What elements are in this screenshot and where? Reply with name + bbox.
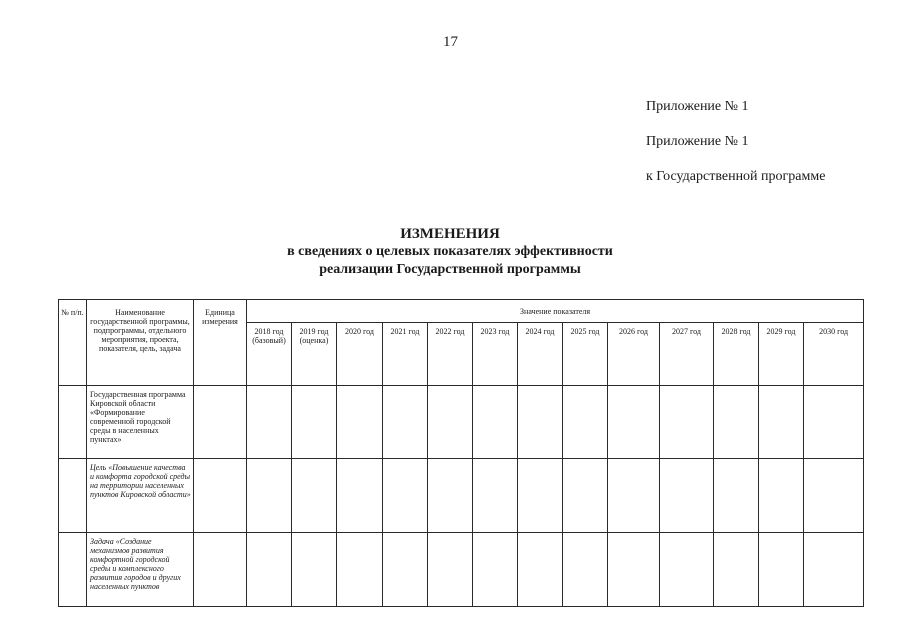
value-cell — [428, 533, 473, 607]
value-cell — [660, 386, 714, 459]
value-cell — [714, 459, 759, 533]
header-year: 2022 год — [428, 323, 473, 386]
value-cell — [247, 533, 292, 607]
value-cell — [473, 459, 518, 533]
table-row — [59, 459, 864, 533]
header-year: 2019 год (оценка) — [292, 323, 337, 386]
row-number — [59, 459, 87, 533]
value-cell — [428, 386, 473, 459]
header-year: 2020 год — [337, 323, 383, 386]
value-cell — [383, 386, 428, 459]
value-cell — [563, 459, 608, 533]
header-year: 2018 год (базовый) — [247, 323, 292, 386]
header-year: 2027 год — [660, 323, 714, 386]
value-cell — [759, 459, 804, 533]
title-subheading: в сведениях о целевых показателях эффективности — [287, 244, 613, 259]
value-cell — [660, 533, 714, 607]
value-cell — [518, 533, 563, 607]
value-cell — [608, 459, 660, 533]
title-subheading: реализации Государственной программы — [319, 262, 581, 277]
value-cell — [337, 533, 383, 607]
value-cell — [337, 386, 383, 459]
value-cell — [563, 533, 608, 607]
value-cell — [608, 533, 660, 607]
value-cell — [247, 459, 292, 533]
header-values: Значение показателя — [247, 300, 864, 323]
value-cell — [292, 459, 337, 533]
value-cell — [428, 459, 473, 533]
appendix-program-label: к Государственной программе — [646, 169, 826, 184]
value-cell — [563, 386, 608, 459]
header-year: 2030 год — [804, 323, 864, 386]
row-number — [59, 386, 87, 459]
header-year: 2023 год — [473, 323, 518, 386]
value-cell — [714, 386, 759, 459]
appendix-label: Приложение № 1 — [646, 99, 749, 114]
value-cell — [247, 386, 292, 459]
row-number — [59, 533, 87, 607]
value-cell — [608, 386, 660, 459]
header-year: 2029 год — [759, 323, 804, 386]
page-number: 17 — [443, 34, 458, 50]
value-cell — [473, 386, 518, 459]
value-cell — [473, 533, 518, 607]
value-cell — [804, 533, 864, 607]
header-year: 2025 год — [563, 323, 608, 386]
row-unit — [194, 386, 247, 459]
value-cell — [804, 386, 864, 459]
value-cell — [518, 459, 563, 533]
table-row — [59, 533, 864, 607]
header-unit: Единица измерения — [194, 300, 247, 386]
value-cell — [804, 459, 864, 533]
row-name: Государственная программа Кировской области «Формирование современной городской среды в населенных пунктах» — [87, 386, 194, 459]
indicators-table — [58, 299, 864, 607]
value-cell — [660, 459, 714, 533]
header-year: 2024 год — [518, 323, 563, 386]
header-year: 2026 год — [608, 323, 660, 386]
header-number: № п/п. — [59, 300, 87, 386]
header-year: 2028 год — [714, 323, 759, 386]
value-cell — [518, 386, 563, 459]
value-cell — [337, 459, 383, 533]
value-cell — [383, 459, 428, 533]
value-cell — [759, 533, 804, 607]
value-cell — [292, 386, 337, 459]
document-title — [200, 225, 700, 279]
header-year: 2021 год — [383, 323, 428, 386]
row-name: Задача «Создание механизмов развития комфортной городской среды и комплексного развития городов и других населенных пунктов — [87, 533, 194, 607]
header-name: Наименование государственной программы, подпрограммы, отдельного мероприятия, проекта, показателя, цель, задача — [87, 300, 194, 386]
value-cell — [714, 533, 759, 607]
title-heading: ИЗМЕНЕНИЯ — [400, 226, 500, 242]
row-unit — [194, 533, 247, 607]
table-row — [59, 386, 864, 459]
value-cell — [292, 533, 337, 607]
value-cell — [759, 386, 804, 459]
row-name: Цель «Повышение качества и комфорта городской среды на территории населенных пунктов Кировской области» — [87, 459, 194, 533]
value-cell — [383, 533, 428, 607]
appendix-label: Приложение № 1 — [646, 134, 749, 149]
row-unit — [194, 459, 247, 533]
